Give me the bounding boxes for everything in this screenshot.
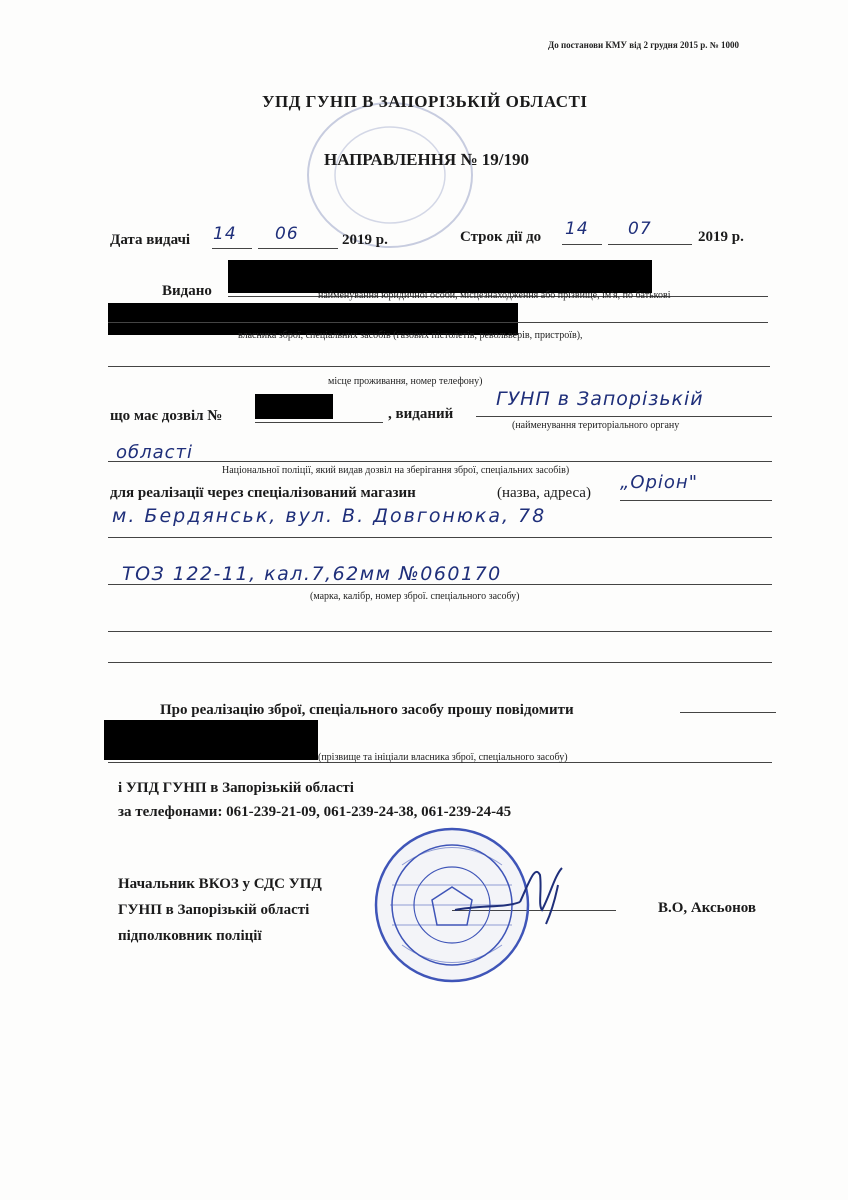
redacted-permit-number <box>255 394 333 419</box>
issued-to-caption-2: власника зброї, спеціальних засобів (газових пістолетів, револьверів, пристроїв), <box>238 330 583 341</box>
signatory-name: В.О, Аксьонов <box>658 900 756 916</box>
permit-issued-by-value: ГУНП в Запорізькій <box>496 388 704 410</box>
issued-to-caption-1: найменування юридичної особи, місцезнаходження або прізвище, ім'я, по батькові <box>318 290 671 301</box>
header-note: До постанови КМУ від 2 грудня 2015 р. № 1000 <box>548 40 740 50</box>
faint-stamp-mark <box>300 95 480 255</box>
permit-caption-1: (найменування територіального органу <box>512 420 680 431</box>
issue-year: 2019 р. <box>342 232 388 248</box>
shop-label-suffix: (назва, адреса) <box>497 485 591 501</box>
doc-title: НАПРАВЛЕННЯ № 19/190 <box>324 150 530 169</box>
redacted-owner-name <box>228 260 652 293</box>
issue-date-label: Дата видачі <box>110 232 191 248</box>
weapon-value: ТОЗ 122-11, кал.7,62мм №060170 <box>122 563 502 585</box>
signatory-line-1: Начальник ВКОЗ у СДС УПД <box>118 876 322 892</box>
notify-phones: за телефонами: 061-239-21-09, 061-239-24-38, 061-239-24-45 <box>118 804 512 820</box>
weapon-caption: (марка, калібр, номер зброї. спеціального засобу) <box>310 591 520 602</box>
handwritten-signature <box>450 860 590 930</box>
issued-to-caption-3: місце проживання, номер телефону) <box>328 376 483 387</box>
signatory-line-3: підполковник поліції <box>118 928 262 944</box>
permit-issued-by-value-2: області <box>116 442 194 463</box>
validity-label: Строк дії до <box>460 229 542 245</box>
shop-name: „Оріон" <box>620 472 698 493</box>
notify-and-line: і УПД ГУНП в Запорізькій області <box>118 780 354 796</box>
issue-month: 06 <box>275 224 299 244</box>
notify-text: Про реалізацію зброї, спеціального засобу прошу повідомити <box>160 702 574 718</box>
permit-label: що має дозвіл № <box>110 408 223 424</box>
redacted-notify-name <box>104 720 318 760</box>
permit-issued-by-label: , виданий <box>388 406 454 422</box>
validity-year: 2019 р. <box>698 229 744 245</box>
validity-day: 14 <box>565 219 589 239</box>
signatory-line-2: ГУНП в Запорізькій області <box>118 902 310 918</box>
shop-label: для реалізації через спеціалізований магазин <box>110 485 416 501</box>
permit-caption-2: Національної поліції, який видав дозвіл на зберігання зброї, спеціальних засобів) <box>222 465 570 476</box>
issued-to-label: Видано <box>162 283 212 299</box>
notify-caption: (прізвище та ініціали власника зброї, спеціального засобу) <box>318 752 568 763</box>
org-title: УПД ГУНП В ЗАПОРІЗЬКІЙ ОБЛАСТІ <box>262 92 588 111</box>
shop-address: м. Бердянськ, вул. В. Довгонюка, 78 <box>112 505 547 527</box>
validity-month: 07 <box>628 219 652 239</box>
issue-day: 14 <box>213 224 237 244</box>
